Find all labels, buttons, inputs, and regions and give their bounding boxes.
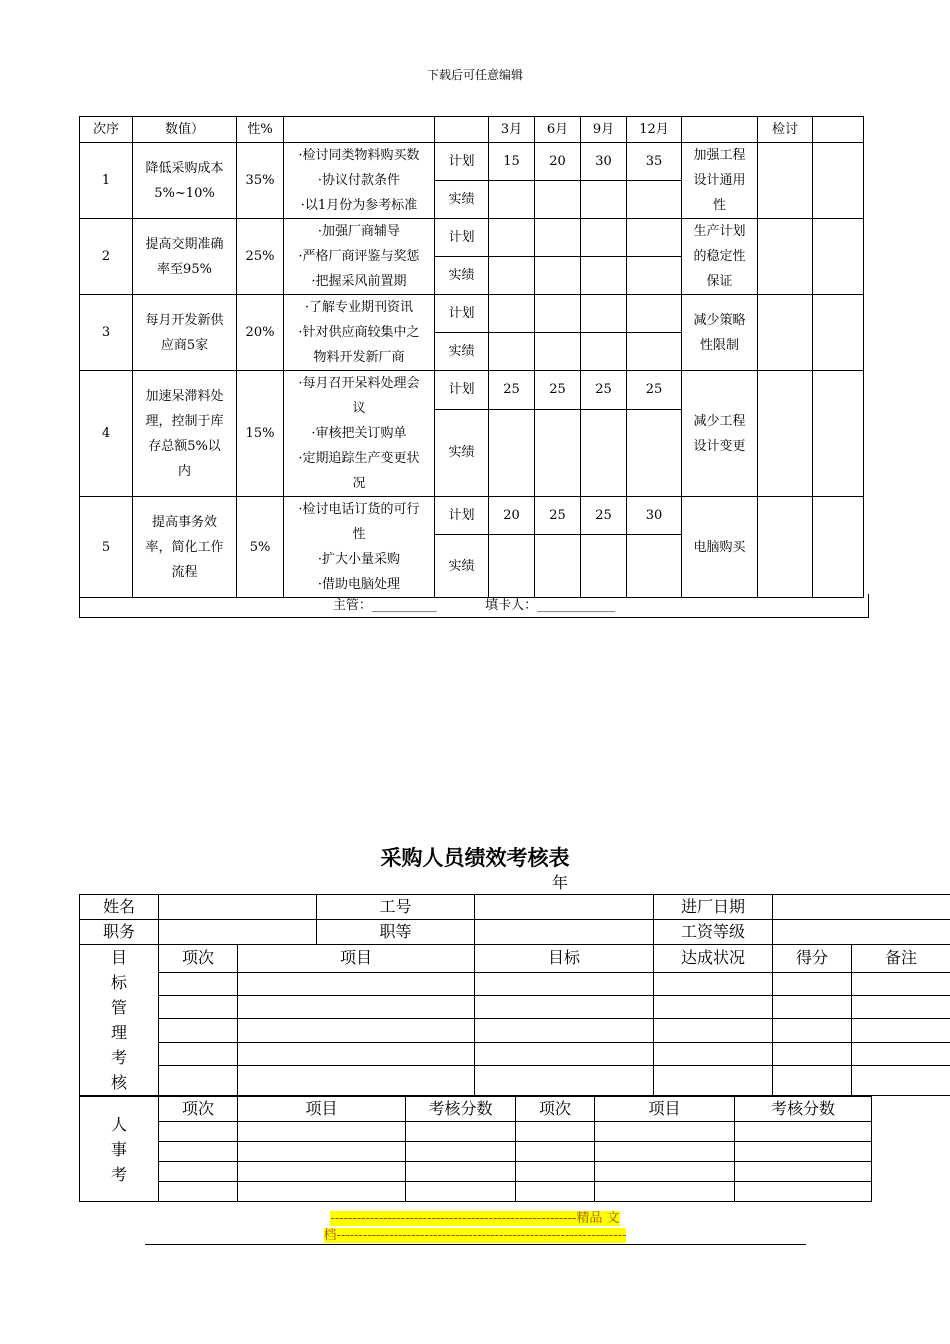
footer-watermark bbox=[300, 1210, 650, 1244]
table-header-cell: 9月 bbox=[581, 117, 627, 143]
actual-value[interactable] bbox=[535, 333, 581, 371]
hr-input-cell[interactable] bbox=[238, 1182, 406, 1202]
goal-cell bbox=[133, 143, 237, 219]
plan-label: 计划 bbox=[435, 371, 489, 410]
note-line: 性限制 bbox=[699, 337, 739, 353]
id-field[interactable] bbox=[475, 895, 654, 920]
seq-cell: 1 bbox=[80, 143, 133, 219]
plan-label: 计划 bbox=[435, 295, 489, 333]
actual-value[interactable] bbox=[489, 409, 535, 496]
note-cell bbox=[682, 219, 758, 295]
table-header-cell bbox=[435, 117, 489, 143]
plan-value[interactable]: 20 bbox=[489, 497, 535, 535]
actual-label: 实绩 bbox=[435, 535, 489, 598]
plan-value[interactable]: 35 bbox=[627, 143, 682, 181]
plan-value[interactable]: 25 bbox=[581, 371, 627, 410]
goal-row bbox=[80, 945, 950, 973]
actual-value[interactable] bbox=[581, 181, 627, 219]
actual-value[interactable] bbox=[489, 333, 535, 371]
goal-input-cell[interactable] bbox=[773, 1042, 852, 1065]
hr-row bbox=[80, 1182, 872, 1202]
entry-date-label: 进厂日期 bbox=[654, 895, 773, 920]
goal-row bbox=[80, 1019, 950, 1042]
goal-cell bbox=[133, 371, 237, 497]
table-header-cell: 6月 bbox=[535, 117, 581, 143]
action-line: ·审核把关订购单 bbox=[311, 426, 407, 441]
plan-value[interactable]: 25 bbox=[535, 497, 581, 535]
review-cell[interactable] bbox=[758, 497, 813, 598]
goal-input-cell[interactable] bbox=[852, 1042, 950, 1065]
goal-input-cell[interactable] bbox=[773, 996, 852, 1019]
goal-input-cell[interactable] bbox=[654, 972, 773, 995]
note-cell bbox=[682, 295, 758, 371]
goal-cell bbox=[133, 219, 237, 295]
plan-value[interactable] bbox=[627, 219, 682, 257]
table-header-cell: 12月 bbox=[627, 117, 682, 143]
plan-value[interactable] bbox=[627, 295, 682, 333]
section-char: 核 bbox=[110, 1073, 127, 1092]
goal-input-cell[interactable] bbox=[238, 1042, 475, 1065]
goal-input-cell[interactable] bbox=[159, 972, 238, 995]
hr-input-cell[interactable] bbox=[595, 1162, 735, 1182]
table-row bbox=[80, 497, 864, 535]
salary-grade-field[interactable] bbox=[773, 920, 950, 945]
note-line: 加强工程 bbox=[693, 148, 746, 163]
goal-header-cell: 得分 bbox=[773, 945, 852, 973]
table-header-cell bbox=[284, 117, 435, 143]
review-cell[interactable] bbox=[758, 143, 813, 219]
plan-value[interactable]: 20 bbox=[535, 143, 581, 181]
section-char: 事 bbox=[110, 1139, 127, 1159]
plan-label: 计划 bbox=[435, 219, 489, 257]
plan-value[interactable] bbox=[581, 295, 627, 333]
form-title: 采购人员绩效考核表 bbox=[380, 845, 570, 870]
goal-cell bbox=[133, 295, 237, 371]
extra-cell[interactable] bbox=[813, 371, 864, 497]
note-line: 减少工程 bbox=[693, 413, 746, 429]
table-header-cell: 数值） bbox=[133, 117, 237, 143]
actual-label: 实绩 bbox=[435, 409, 489, 496]
actual-value[interactable] bbox=[581, 409, 627, 496]
action-line: ·每月召开呆料处理会 bbox=[298, 376, 420, 391]
goal-input-cell[interactable] bbox=[852, 1065, 950, 1095]
review-cell[interactable] bbox=[758, 371, 813, 497]
seq-cell: 3 bbox=[80, 295, 133, 371]
goal-header-cell: 项目 bbox=[238, 945, 475, 973]
hr-input-cell[interactable] bbox=[516, 1162, 595, 1182]
action-line: ·以1月份为参考标准 bbox=[300, 198, 418, 213]
actual-label: 实绩 bbox=[435, 257, 489, 295]
note-line: 保证 bbox=[706, 274, 733, 289]
weight-cell: 35% bbox=[237, 143, 284, 219]
hr-input-cell[interactable] bbox=[516, 1182, 595, 1202]
goal-line: 每月开发新供 bbox=[145, 312, 224, 328]
plan-value[interactable]: 25 bbox=[535, 371, 581, 410]
actual-value[interactable] bbox=[627, 535, 682, 598]
hr-header-cell: 项次 bbox=[159, 1097, 238, 1122]
goal-input-cell[interactable] bbox=[654, 996, 773, 1019]
plan-label: 计划 bbox=[435, 497, 489, 535]
goal-line: 提高事务效 bbox=[151, 514, 217, 530]
actual-value[interactable] bbox=[489, 535, 535, 598]
goal-section-label bbox=[80, 945, 159, 1096]
action-line: ·严格厂商评鉴与奖惩 bbox=[298, 249, 420, 264]
hr-input-cell[interactable] bbox=[238, 1162, 406, 1182]
goal-input-cell[interactable] bbox=[238, 972, 475, 995]
note-cell bbox=[682, 371, 758, 497]
goal-input-cell[interactable] bbox=[238, 1019, 475, 1042]
goal-line: 5%~10% bbox=[154, 185, 215, 201]
hr-input-cell[interactable] bbox=[595, 1142, 735, 1162]
goal-header-cell: 项次 bbox=[159, 945, 238, 973]
actual-value[interactable] bbox=[535, 409, 581, 496]
goal-input-cell[interactable] bbox=[159, 996, 238, 1019]
goal-header-cell: 备注 bbox=[852, 945, 950, 973]
hr-row bbox=[80, 1162, 872, 1182]
goal-header-cell: 目标 bbox=[475, 945, 654, 973]
hr-header-cell: 考核分数 bbox=[406, 1097, 516, 1122]
hr-header-cell: 项目 bbox=[238, 1097, 406, 1122]
goal-input-cell[interactable] bbox=[475, 1065, 654, 1095]
plan-value[interactable]: 30 bbox=[627, 497, 682, 535]
goal-input-cell[interactable] bbox=[159, 1019, 238, 1042]
name-field[interactable] bbox=[159, 895, 317, 920]
note-cell bbox=[682, 497, 758, 598]
salary-grade-label: 工资等级 bbox=[654, 920, 773, 945]
plan-value[interactable]: 25 bbox=[627, 371, 682, 410]
actions-cell bbox=[284, 497, 435, 598]
plan-value[interactable] bbox=[489, 219, 535, 257]
plan-value[interactable] bbox=[535, 219, 581, 257]
weight-cell: 25% bbox=[237, 219, 284, 295]
seq-cell: 5 bbox=[80, 497, 133, 598]
extra-cell[interactable] bbox=[813, 295, 864, 371]
goal-line: 存总额5%以 bbox=[148, 438, 221, 454]
footer-line-1: --------------------------------------------------------精品 文 bbox=[330, 1211, 620, 1226]
signature-row bbox=[79, 594, 869, 618]
hr-input-cell[interactable] bbox=[159, 1122, 238, 1142]
plan-value[interactable] bbox=[535, 295, 581, 333]
table-header-cell bbox=[813, 117, 864, 143]
goal-input-cell[interactable] bbox=[238, 996, 475, 1019]
weight-cell: 15% bbox=[237, 371, 284, 497]
goal-input-cell[interactable] bbox=[852, 996, 950, 1019]
id-label: 工号 bbox=[317, 895, 475, 920]
goal-row bbox=[80, 1065, 950, 1095]
plan-value[interactable] bbox=[489, 295, 535, 333]
hr-row bbox=[80, 1097, 872, 1122]
actual-value[interactable] bbox=[581, 257, 627, 295]
goal-row bbox=[80, 972, 950, 995]
weight-cell: 5% bbox=[237, 497, 284, 598]
extra-cell[interactable] bbox=[813, 497, 864, 598]
section-char: 考 bbox=[110, 1164, 127, 1184]
section-char: 管 bbox=[110, 998, 127, 1017]
section-char: 人 bbox=[110, 1114, 127, 1134]
hr-input-cell[interactable] bbox=[238, 1122, 406, 1142]
footer-divider bbox=[145, 1244, 806, 1245]
note-line: 设计变更 bbox=[693, 438, 746, 454]
grade-field[interactable] bbox=[475, 920, 654, 945]
action-line: ·检讨同类物料购买数 bbox=[298, 148, 420, 163]
table-header-cell: 检讨 bbox=[758, 117, 813, 143]
hr-input-cell[interactable] bbox=[159, 1182, 238, 1202]
actual-value[interactable] bbox=[627, 409, 682, 496]
actual-value[interactable] bbox=[535, 181, 581, 219]
section-char: 目 bbox=[110, 948, 127, 967]
hr-input-cell[interactable] bbox=[238, 1142, 406, 1162]
table-row bbox=[80, 295, 864, 333]
action-line: ·了解专业期刊资讯 bbox=[304, 300, 414, 315]
entry-date-field[interactable] bbox=[773, 895, 950, 920]
hr-input-cell[interactable] bbox=[159, 1142, 238, 1162]
name-label: 姓名 bbox=[80, 895, 159, 920]
goal-line: 内 bbox=[177, 463, 191, 479]
plan-value[interactable] bbox=[581, 219, 627, 257]
goal-input-cell[interactable] bbox=[773, 1019, 852, 1042]
evaluation-form-top bbox=[79, 894, 950, 1096]
goal-input-cell[interactable] bbox=[238, 1065, 475, 1095]
actual-value[interactable] bbox=[627, 333, 682, 371]
year-label: 年 bbox=[552, 873, 569, 892]
action-line: ·扩大小量采购 bbox=[317, 552, 401, 567]
goal-header-cell: 达成状况 bbox=[654, 945, 773, 973]
actual-value[interactable] bbox=[535, 535, 581, 598]
plan-label: 计划 bbox=[435, 143, 489, 181]
table-row bbox=[80, 371, 864, 410]
hr-input-cell[interactable] bbox=[735, 1162, 872, 1182]
performance-plan-table bbox=[79, 116, 864, 598]
goal-row bbox=[80, 996, 950, 1019]
goal-line: 流程 bbox=[171, 564, 198, 580]
hr-header-cell: 项目 bbox=[595, 1097, 735, 1122]
goal-input-cell[interactable] bbox=[475, 1019, 654, 1042]
hr-header-cell: 项次 bbox=[516, 1097, 595, 1122]
seq-cell: 4 bbox=[80, 371, 133, 497]
plan-value[interactable]: 25 bbox=[489, 371, 535, 410]
actions-cell bbox=[284, 219, 435, 295]
goal-input-cell[interactable] bbox=[852, 972, 950, 995]
position-field[interactable] bbox=[159, 920, 317, 945]
review-cell[interactable] bbox=[758, 295, 813, 371]
note-line: 的稳定性 bbox=[693, 249, 746, 264]
hr-evaluation-table bbox=[79, 1096, 872, 1202]
hr-input-cell[interactable] bbox=[159, 1162, 238, 1182]
filler-label: 填卡人：____________ bbox=[485, 598, 616, 613]
actual-value[interactable] bbox=[627, 257, 682, 295]
hr-input-cell[interactable] bbox=[406, 1142, 516, 1162]
hr-input-cell[interactable] bbox=[595, 1182, 735, 1202]
hr-input-cell[interactable] bbox=[516, 1142, 595, 1162]
goal-line: 降低采购成本 bbox=[145, 160, 224, 176]
hr-header-cell: 考核分数 bbox=[735, 1097, 872, 1122]
goal-input-cell[interactable] bbox=[159, 1042, 238, 1065]
goal-input-cell[interactable] bbox=[773, 972, 852, 995]
actions-cell bbox=[284, 295, 435, 371]
seq-cell: 2 bbox=[80, 219, 133, 295]
plan-value[interactable]: 30 bbox=[581, 143, 627, 181]
goal-input-cell[interactable] bbox=[852, 1019, 950, 1042]
action-line: 议 bbox=[352, 401, 366, 416]
table-header-cell: 次序 bbox=[80, 117, 133, 143]
table-row bbox=[80, 143, 864, 181]
note-line: 减少策略 bbox=[693, 312, 746, 328]
goal-input-cell[interactable] bbox=[475, 972, 654, 995]
table-header-cell bbox=[682, 117, 758, 143]
hr-row bbox=[80, 1142, 872, 1162]
action-line: ·借助电脑处理 bbox=[317, 577, 401, 592]
review-cell[interactable] bbox=[758, 219, 813, 295]
table-header-cell: 3月 bbox=[489, 117, 535, 143]
action-line: ·把握采风前置期 bbox=[311, 274, 407, 289]
goal-input-cell[interactable] bbox=[654, 1019, 773, 1042]
actual-value[interactable] bbox=[489, 257, 535, 295]
action-line: 物料开发新厂商 bbox=[313, 350, 405, 365]
goal-input-cell[interactable] bbox=[475, 1042, 654, 1065]
actual-value[interactable] bbox=[535, 257, 581, 295]
goal-line: 率，简化工作 bbox=[145, 539, 224, 555]
actual-label: 实绩 bbox=[435, 181, 489, 219]
table-row bbox=[80, 219, 864, 257]
hr-input-cell[interactable] bbox=[735, 1122, 872, 1142]
goal-input-cell[interactable] bbox=[475, 996, 654, 1019]
actual-value[interactable] bbox=[489, 181, 535, 219]
extra-cell[interactable] bbox=[813, 219, 864, 295]
page-header: 下载后可任意编辑 bbox=[426, 68, 523, 82]
note-cell bbox=[682, 143, 758, 219]
action-line: 性 bbox=[352, 527, 366, 542]
hr-input-cell[interactable] bbox=[595, 1122, 735, 1142]
footer-line-2: 档------------------------------------------------------------------ bbox=[323, 1228, 627, 1243]
actual-value[interactable] bbox=[581, 535, 627, 598]
action-line: ·检讨电话订货的可行 bbox=[298, 502, 420, 517]
hr-input-cell[interactable] bbox=[406, 1182, 516, 1202]
hr-section-label bbox=[80, 1097, 159, 1202]
action-line: ·加强厂商辅导 bbox=[317, 224, 401, 239]
hr-row bbox=[80, 1122, 872, 1142]
goal-line: 加速呆滞料处 bbox=[145, 388, 224, 404]
grade-label: 职等 bbox=[317, 920, 475, 945]
action-line: 况 bbox=[352, 476, 366, 491]
hr-input-cell[interactable] bbox=[406, 1122, 516, 1142]
table-header-cell: 性% bbox=[237, 117, 284, 143]
actual-value[interactable] bbox=[627, 181, 682, 219]
section-char: 理 bbox=[110, 1023, 127, 1042]
action-line: ·定期追踪生产变更状 bbox=[298, 451, 420, 466]
extra-cell[interactable] bbox=[813, 143, 864, 219]
goal-input-cell[interactable] bbox=[654, 1042, 773, 1065]
actions-cell bbox=[284, 371, 435, 497]
goal-line: 理，控制于库 bbox=[145, 413, 224, 429]
note-line: 电脑购买 bbox=[693, 539, 746, 555]
note-line: 性 bbox=[712, 198, 726, 213]
plan-value[interactable]: 25 bbox=[581, 497, 627, 535]
goal-cell bbox=[133, 497, 237, 598]
goal-line: 率至95% bbox=[157, 261, 212, 277]
section-char: 考 bbox=[110, 1048, 127, 1067]
hr-input-cell[interactable] bbox=[406, 1162, 516, 1182]
goal-input-cell[interactable] bbox=[654, 1065, 773, 1095]
goal-input-cell[interactable] bbox=[773, 1065, 852, 1095]
actual-value[interactable] bbox=[581, 333, 627, 371]
supervisor-label: 主管：__________ bbox=[332, 598, 437, 613]
section-char: 标 bbox=[110, 973, 127, 992]
goal-line: 应商5家 bbox=[160, 337, 209, 353]
hr-input-cell[interactable] bbox=[735, 1142, 872, 1162]
goal-line: 提高交期准确 bbox=[145, 236, 224, 252]
weight-cell: 20% bbox=[237, 295, 284, 371]
goal-row bbox=[80, 1042, 950, 1065]
action-line: ·针对供应商较集中之 bbox=[298, 325, 420, 340]
goal-input-cell[interactable] bbox=[159, 1065, 238, 1095]
action-line: ·协议付款条件 bbox=[317, 173, 401, 188]
note-line: 生产计划 bbox=[693, 224, 746, 239]
note-line: 设计通用 bbox=[693, 173, 746, 188]
plan-value[interactable]: 15 bbox=[489, 143, 535, 181]
position-label: 职务 bbox=[80, 920, 159, 945]
actions-cell bbox=[284, 143, 435, 219]
hr-input-cell[interactable] bbox=[516, 1122, 595, 1142]
hr-input-cell[interactable] bbox=[735, 1182, 872, 1202]
actual-label: 实绩 bbox=[435, 333, 489, 371]
